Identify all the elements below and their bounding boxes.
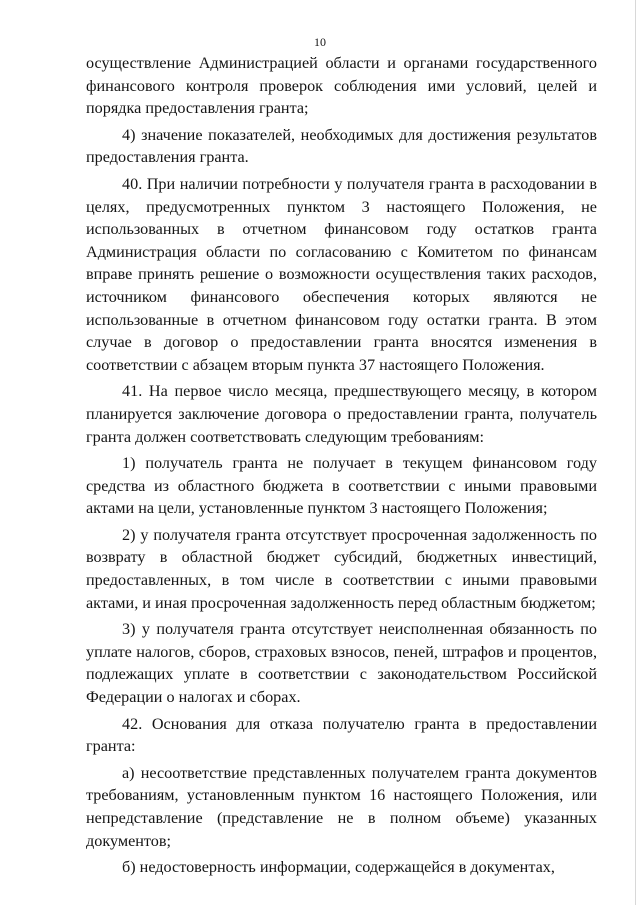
paragraph-requirement-3: 3) у получателя гранта отсутствует неисполненная обязанность по уплате налогов, сборов, страховых взносов, пеней, штрафов и процентов, подлежащих уплате в соответствии с законодательством Российской Федерации о налогах и сборах.: [86, 620, 597, 707]
paragraph-ground-a: а) несоответствие представленных получателем гранта документов требованиям, установленным пунктом 16 настоящего Положения, или непредставление (представление не в полном объеме) указанных документов;: [86, 763, 597, 850]
paragraph-requirement-1: 1) получатель гранта не получает в текущем финансовом году средства из областного бюджета в соответствии с иными правовыми актами на цели, установленные пунктом 3 настоящего Положения;: [86, 454, 597, 518]
scan-edge-line: [635, 0, 636, 905]
paragraph-continuation: осуществление Администрацией области и органами государственного финансового контроля проверок соблюдения ими условий, целей и порядка предоставления гранта;: [86, 54, 597, 118]
page-number: 10: [314, 35, 326, 49]
paragraph-item-4: 4) значение показателей, необходимых для достижения результатов предоставления гранта.: [86, 125, 597, 167]
paragraph-requirement-2: 2) у получателя гранта отсутствует просроченная задолженность по возврату в областной бюджет субсидий, бюджетных инвестиций, предоставленных, в том числе в соответствии с иными правовыми актами, и иная просроченная задолженность перед областным бюджетом;: [86, 525, 597, 612]
paragraph-clause-40: 40. При наличии потребности у получателя гранта в расходовании в целях, предусмотренных пунктом 3 настоящего Положения, не использованных в отчетном финансовом году остатков гранта Администрация области по согласованию с Комитетом по финансам вправе принять решение о возможности осуществления таких расходов, источником финансового обеспечения которых являются не использованные в отчетном финансовом году остатки гранта. В этом случае в договор о предоставлении гранта вносятся изменения в соответствии с абзацем вторым пункта 37 настоящего Положения.: [86, 174, 597, 374]
paragraph-clause-42: 42. Основания для отказа получателю гранта в предоставлении гранта:: [86, 714, 597, 756]
paragraph-clause-41: 41. На первое число месяца, предшествующего месяцу, в котором планируется заключение договора о предоставлении гранта, получатель гранта должен соответствовать следующим требованиям:: [86, 382, 597, 446]
document-body: [86, 52, 597, 883]
paragraph-ground-b: б) недостоверность информации, содержащейся в документах,: [122, 858, 555, 877]
